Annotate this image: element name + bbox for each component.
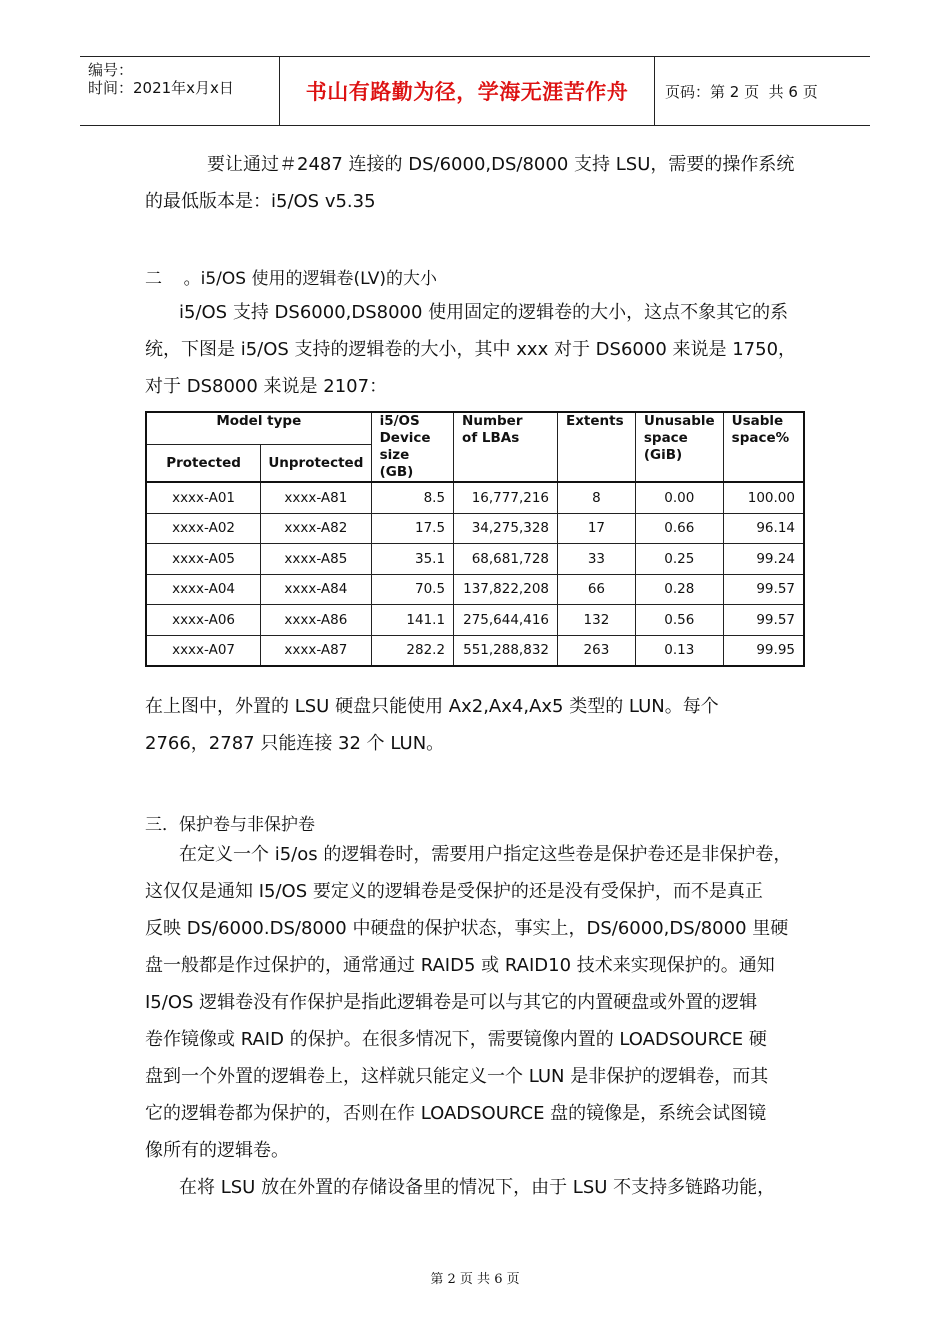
cell-extents: 263 <box>558 635 636 666</box>
page-footer: 第 2 页 共 6 页 <box>430 1272 520 1287</box>
cell-unprotected: xxxx-A86 <box>261 605 371 636</box>
paragraph-line: 在将 LSU 放在外置的存储设备里的情况下，由于 LSU 不支持多链路功能， <box>179 1177 776 1198</box>
paragraph-line: 这仅仅是通知 I5/OS 要定义的逻辑卷是受保护的还是没有受保护，而不是真正 <box>145 881 763 902</box>
cell-unusable: 0.28 <box>635 574 723 605</box>
cell-unprotected: xxxx-A81 <box>261 482 371 513</box>
table-row <box>146 482 804 513</box>
cell-lbas: 137,822,208 <box>454 574 558 605</box>
paragraph-line: 在上图中，外置的 LSU 硬盘只能使用 Ax2,Ax4,Ax5 类型的 LUN。每个 <box>145 696 719 717</box>
paragraph-line: 2766，2787 只能连接 32 个 LUN。 <box>145 733 445 754</box>
header-text: size (GB) <box>379 447 414 480</box>
section-3-body <box>145 836 815 1206</box>
header-text: Device <box>379 430 431 446</box>
cell-protected: xxxx-A05 <box>146 544 261 575</box>
cell-unusable: 0.25 <box>635 544 723 575</box>
paragraph-line: 反映 DS/6000.DS/8000 中硬盘的保护状态，事实上，DS/6000,DS/8000 里硬 <box>145 918 789 939</box>
cell-size: 35.1 <box>371 544 453 575</box>
header-page-info <box>655 57 870 125</box>
cell-unusable: 0.56 <box>635 605 723 636</box>
cell-extents: 17 <box>558 513 636 544</box>
table-row <box>146 513 804 544</box>
cell-extents: 8 <box>558 482 636 513</box>
cell-protected: xxxx-A04 <box>146 574 261 605</box>
header-text: space% <box>731 430 790 446</box>
paragraph-line: 在定义一个 i5/os 的逻辑卷时，需要用户指定这些卷是保护卷还是非保护卷， <box>179 844 792 865</box>
header-model-type: Model type <box>146 412 371 445</box>
header-left <box>80 57 280 125</box>
cell-size: 282.2 <box>371 635 453 666</box>
header-text: of LBAs <box>462 430 520 446</box>
cell-unprotected: xxxx-A87 <box>261 635 371 666</box>
section-2-body <box>145 294 815 405</box>
paragraph-line: 要让通过＃2487 连接的 DS/6000,DS/8000 支持 LSU，需要的操作系统 <box>207 154 795 175</box>
paragraph-line: 盘一般都是作过保护的，通常通过 RAID5 或 RAID10 技术来实现保护的。通知 <box>145 955 775 976</box>
cell-protected: xxxx-A02 <box>146 513 261 544</box>
paragraph-line: I5/OS 逻辑卷没有作保护是指此逻辑卷是可以与其它的内置硬盘或外置的逻辑 <box>145 992 758 1013</box>
paragraph-line: 对于 DS8000 来说是 2107： <box>145 376 388 397</box>
header-text: Number <box>462 413 523 429</box>
paragraph-line: 统，下图是 i5/OS 支持的逻辑卷的大小，其中 xxx 对于 DS6000 来说是 1750， <box>145 339 797 360</box>
cell-usable: 99.95 <box>723 635 804 666</box>
cell-unprotected: xxxx-A82 <box>261 513 371 544</box>
header-unusable <box>635 412 723 482</box>
header-usable <box>723 412 804 482</box>
cell-size: 70.5 <box>371 574 453 605</box>
cell-usable: 96.14 <box>723 513 804 544</box>
cell-unusable: 0.00 <box>635 482 723 513</box>
doc-time-label: 时间：2021年x月x日 <box>88 79 234 97</box>
table-row <box>146 635 804 666</box>
table-row <box>146 544 804 575</box>
lv-size-table-wrapper <box>145 411 805 667</box>
paragraph-line: 卷作镜像或 RAID 的保护。在很多情况下，需要镜像内置的 LOADSOURCE 硬 <box>145 1029 767 1050</box>
cell-lbas: 68,681,728 <box>454 544 558 575</box>
doc-number-label: 编号： <box>88 61 134 79</box>
cell-extents: 33 <box>558 544 636 575</box>
cell-size: 17.5 <box>371 513 453 544</box>
paragraph-line: 它的逻辑卷都为保护的，否则在作 LOADSOURCE 盘的镜像是，系统会试图镜 <box>145 1103 767 1124</box>
cell-usable: 99.24 <box>723 544 804 575</box>
header-motto: 书山有路勤为径，学海无涯苦作舟 <box>280 57 655 125</box>
header-unprotected: Unprotected <box>261 445 371 482</box>
cell-size: 141.1 <box>371 605 453 636</box>
paragraph-intro <box>145 146 815 220</box>
cell-usable: 100.00 <box>723 482 804 513</box>
cell-usable: 99.57 <box>723 574 804 605</box>
cell-lbas: 16,777,216 <box>454 482 558 513</box>
table-row <box>146 605 804 636</box>
header-device-size <box>371 412 453 482</box>
cell-lbas: 551,288,832 <box>454 635 558 666</box>
cell-extents: 132 <box>558 605 636 636</box>
cell-lbas: 275,644,416 <box>454 605 558 636</box>
header-text: space <box>643 430 688 446</box>
header-text: i5/OS <box>379 413 420 429</box>
table-row <box>146 574 804 605</box>
header-lbas <box>454 412 558 482</box>
section-2-title: 二 。i5/OS 使用的逻辑卷(LV)的大小 <box>145 269 437 289</box>
cell-protected: xxxx-A06 <box>146 605 261 636</box>
cell-unprotected: xxxx-A84 <box>261 574 371 605</box>
page-info-text: 页码：第 2 页 共 6 页 <box>665 82 818 101</box>
header-text: (GiB) <box>643 447 683 463</box>
cell-unprotected: xxxx-A85 <box>261 544 371 575</box>
page-header <box>80 56 870 126</box>
cell-protected: xxxx-A07 <box>146 635 261 666</box>
section-3-title: 三．保护卷与非保护卷 <box>145 815 315 835</box>
header-text: Usable <box>731 413 784 429</box>
cell-unusable: 0.13 <box>635 635 723 666</box>
paragraph-line: i5/OS 支持 DS6000,DS8000 使用固定的逻辑卷的大小，这点不象其它的系 <box>179 302 789 323</box>
paragraph-line: 像所有的逻辑卷。 <box>145 1140 289 1161</box>
lv-size-table <box>145 411 805 667</box>
cell-size: 8.5 <box>371 482 453 513</box>
header-text: Unusable <box>643 413 715 429</box>
cell-lbas: 34,275,328 <box>454 513 558 544</box>
paragraph-after-table <box>145 688 815 762</box>
header-extents: Extents <box>558 412 636 482</box>
cell-protected: xxxx-A01 <box>146 482 261 513</box>
cell-unusable: 0.66 <box>635 513 723 544</box>
cell-usable: 99.57 <box>723 605 804 636</box>
cell-extents: 66 <box>558 574 636 605</box>
paragraph-line: 盘到一个外置的逻辑卷上，这样就只能定义一个 LUN 是非保护的逻辑卷，而其 <box>145 1066 769 1087</box>
header-protected: Protected <box>146 445 261 482</box>
paragraph-line: 的最低版本是：i5/OS v5.35 <box>145 191 376 212</box>
